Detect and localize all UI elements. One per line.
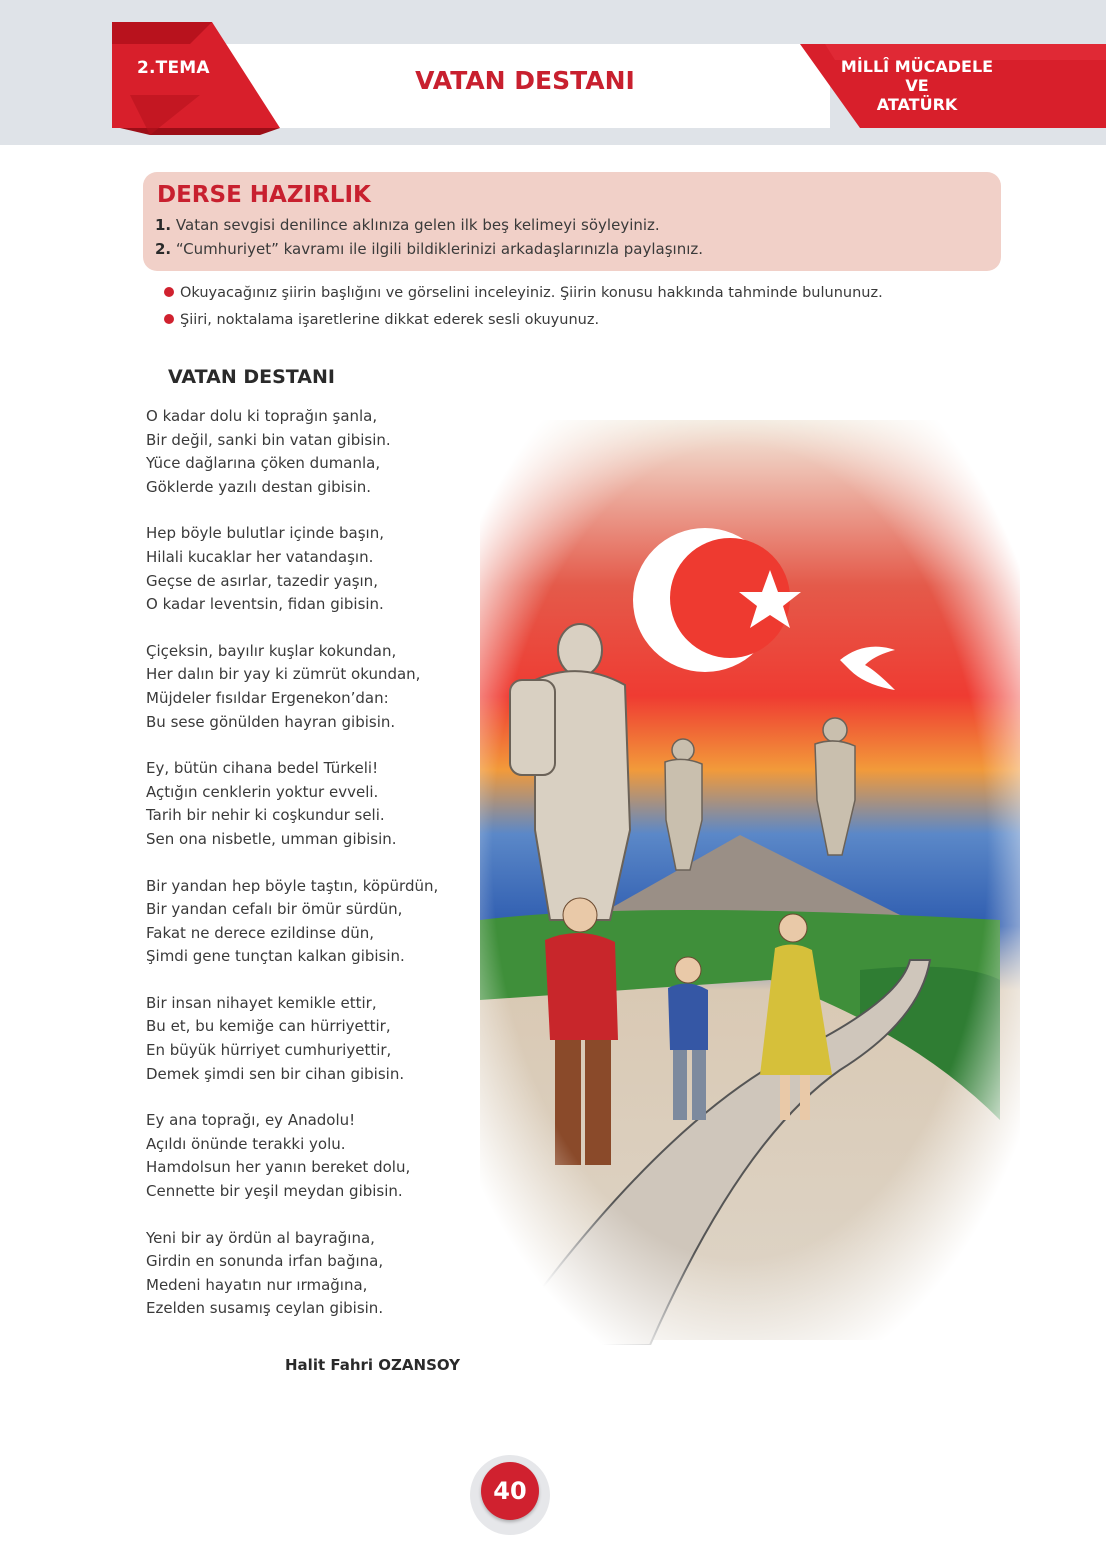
poem-line: Ey ana toprağı, ey Anadolu! <box>146 1111 356 1130</box>
prep-item-text: “Cumhuriyet” kavramı ile ilgili bildiklerinizi arkadaşlarınızla paylaşınız. <box>171 240 704 258</box>
poem-line: En büyük hürriyet cumhuriyettir, <box>146 1041 392 1060</box>
poem-line: Bir değil, sanki bin vatan gibisin. <box>146 430 391 449</box>
poem-line: O kadar leventsin, fidan gibisin. <box>146 595 384 614</box>
poem-illustration <box>440 360 1040 1345</box>
page-title: VATAN DESTANI <box>415 66 635 95</box>
bullet-icon <box>164 287 174 297</box>
prep-item-number: 1. <box>155 216 172 234</box>
poem-line: Her dalın bir yay ki zümrüt okundan, <box>146 665 421 684</box>
poem-line: Fakat ne derece ezildinse dün, <box>146 923 375 942</box>
theme-line-1: MİLLÎ MÜCADELE <box>840 57 994 76</box>
poem-line: Çiçeksin, bayılır kuşlar kokundan, <box>146 641 397 660</box>
stanza-7 <box>146 1109 476 1203</box>
poem-line: Açtığın cenklerin yoktur evveli. <box>146 782 379 801</box>
poem-line: Bir insan nihayet kemikle ettir, <box>146 993 377 1012</box>
theme-label <box>832 57 1002 114</box>
poem-line: Hep böyle bulutlar içinde başın, <box>146 524 384 543</box>
instruction-1 <box>164 285 883 301</box>
tema-label: 2.TEMA <box>137 58 210 78</box>
poem-line: Bu sese gönülden hayran gibisin. <box>146 712 396 731</box>
poem-line: Cennette bir yeşil meydan gibisin. <box>146 1182 403 1201</box>
bullet-icon <box>164 314 174 324</box>
poem-line: Demek şimdi sen bir cihan gibisin. <box>146 1064 405 1083</box>
poem-line: Hamdolsun her yanın bereket dolu, <box>146 1158 411 1177</box>
poem-line: Ezelden susamış ceylan gibisin. <box>146 1299 384 1318</box>
poem-line: Bir yandan hep böyle taştın, köpürdün, <box>146 876 439 895</box>
theme-line-2: VE <box>905 76 929 95</box>
poem-line: Medeni hayatın nur ırmağına, <box>146 1275 368 1294</box>
lesson-prep-title: DERSE HAZIRLIK <box>157 182 371 208</box>
poem-author: Halit Fahri OZANSOY <box>285 1356 460 1374</box>
poem-line: Yüce dağlarına çöken dumanla, <box>146 454 381 473</box>
lesson-prep-box <box>143 172 1001 271</box>
stanza-4 <box>146 757 476 851</box>
instruction-text: Şiiri, noktalama işaretlerine dikkat ederek sesli okuyunuz. <box>180 312 600 328</box>
instruction-2 <box>164 312 599 328</box>
prep-item-text: Vatan sevgisi denilince aklınıza gelen ilk beş kelimeyi söyleyiniz. <box>171 216 660 234</box>
stanza-8 <box>146 1227 476 1321</box>
stanza-3 <box>146 640 476 734</box>
poem-line: Ey, bütün cihana bedel Türkeli! <box>146 759 379 778</box>
poem-line: Şimdi gene tunçtan kalkan gibisin. <box>146 947 405 966</box>
page-number: 40 <box>481 1462 539 1520</box>
poem-line: Müjdeler fısıldar Ergenekon’dan: <box>146 688 389 707</box>
theme-line-3: ATATÜRK <box>876 95 958 114</box>
poem-line: Hilali kucaklar her vatandaşın. <box>146 547 374 566</box>
prep-item-number: 2. <box>155 240 172 258</box>
poem-line: Sen ona nisbetle, umman gibisin. <box>146 829 397 848</box>
stanza-1 <box>146 405 476 499</box>
poem-line: Göklerde yazılı destan gibisin. <box>146 477 372 496</box>
poem-body <box>146 405 476 1344</box>
poem-line: Bir yandan cefalı bir ömür sürdün, <box>146 900 403 919</box>
poem-line: Yeni bir ay ördün al bayrağına, <box>146 1228 375 1247</box>
stanza-2 <box>146 522 476 616</box>
poem-line: Bu et, bu kemiğe can hürriyettir, <box>146 1017 391 1036</box>
stanza-6 <box>146 992 476 1086</box>
prep-item-1 <box>155 216 660 234</box>
poem-line: Girdin en sonunda irfan bağına, <box>146 1252 384 1271</box>
poem-line: Geçse de asırlar, tazedir yaşın, <box>146 571 378 590</box>
poem-line: Açıldı önünde terakki yolu. <box>146 1134 346 1153</box>
poem-line: O kadar dolu ki toprağın şanla, <box>146 407 378 425</box>
stanza-5 <box>146 875 476 969</box>
prep-item-2 <box>155 240 703 258</box>
instruction-text: Okuyacağınız şiirin başlığını ve görselini inceleyiniz. Şiirin konusu hakkında tahminde bulununuz. <box>180 285 883 301</box>
poem-title: VATAN DESTANI <box>168 366 335 388</box>
poem-line: Tarih bir nehir ki coşkundur seli. <box>146 806 385 825</box>
